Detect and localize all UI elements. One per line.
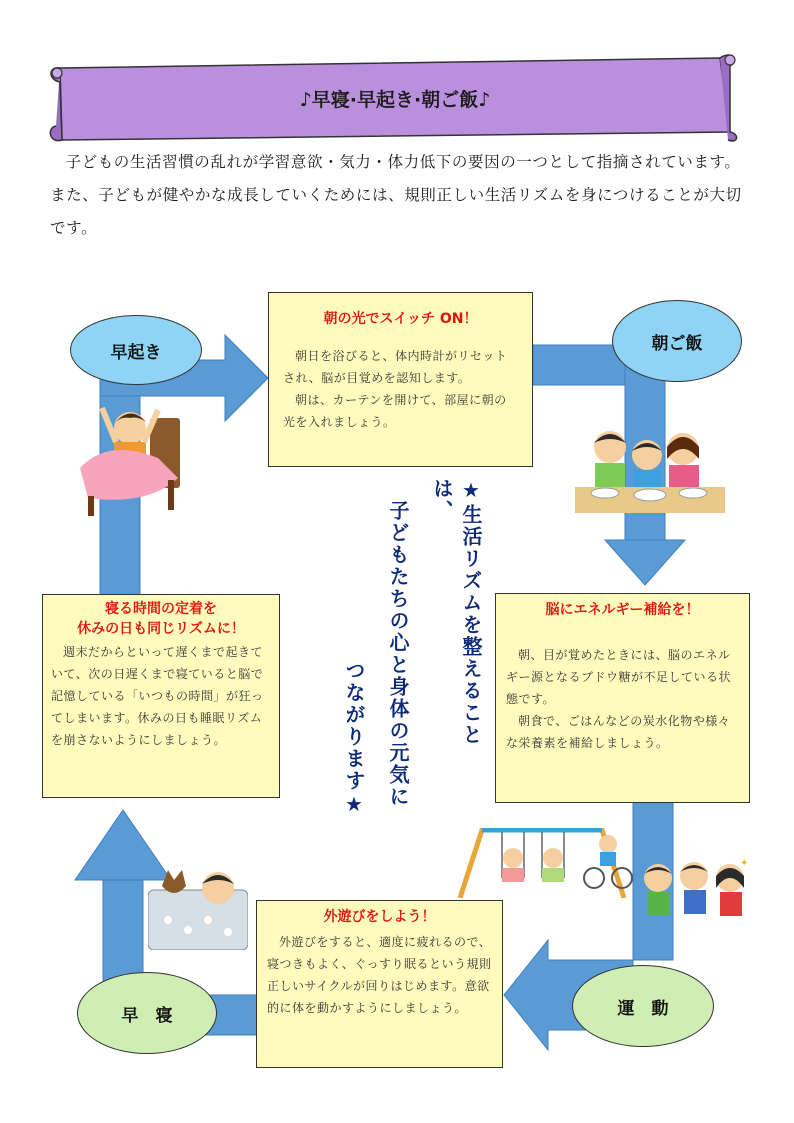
box-sleep-time	[42, 594, 280, 798]
box-morning-light-heading: 朝の光でスイッチ ON！	[323, 311, 478, 327]
box-sleep-time-heading-2: 休みの日も同じリズムに！	[77, 621, 245, 637]
box-outdoor-play-text: 外遊びをすると、適度に疲れるので、寝つきもよく、ぐっすり眠るという規則正しいサイクルが回りはじめます。意欲的に体を動かすようにしましょう。	[267, 935, 492, 1015]
waking-child-icon	[78, 398, 188, 523]
center-text-line-2: 子どもたちの心と身体の元気に	[386, 500, 410, 808]
center-text-line-3: つながります★	[342, 660, 366, 818]
box-brain-energy-heading: 脳にエネルギー補給を！	[545, 602, 700, 618]
node-hayaoki: 早起き	[70, 315, 202, 385]
bicycle-child-icon	[580, 832, 636, 892]
center-text-line-1: ★生活リズムを整えることは、	[430, 478, 483, 746]
page-title: ♪早寝·早起き·朝ご飯♪	[299, 88, 491, 111]
box-brain-energy	[495, 593, 750, 803]
box-brain-energy-text-2: 朝食で、ごはんなどの炭水化物や様々な栄養素を補給しましょう。	[506, 714, 731, 750]
box-morning-light-text-2: 朝は、カーテンを開けて、部屋に朝の光を入れましょう。	[283, 393, 507, 429]
box-morning-light-text-1: 朝日を浴びると、体内時計がリセットされ、脳が目覚めを認知します。	[283, 349, 508, 385]
sleeping-child-cat-icon	[148, 860, 248, 950]
running-children-icon	[636, 856, 754, 940]
box-brain-energy-text-1: 朝、目が覚めたときには、脳のエネルギー源となるブドウ糖が不足している状態です。	[506, 648, 732, 706]
box-sleep-time-heading-1: 寝る時間の定着を	[105, 601, 217, 617]
node-hayane: 早 寝	[77, 972, 217, 1054]
box-sleep-time-text: 週末だからといって遅くまで起きていて、次の日遅くまで寝ていると脳で記憶している「いつもの時間」が狂ってしまいます。休みの日も睡眠リズムを崩さないようにしましょう。	[51, 645, 264, 747]
svg-text:✦: ✦	[740, 858, 749, 869]
intro-paragraph: 子どもの生活習慣の乱れが学習意欲・気力・体力低下の要因の一つとして指摘されています。また、子どもが健やかな成長していくためには、規則正しい生活リズムを身につけることが大切です。	[50, 153, 742, 237]
box-outdoor-play-heading: 外遊びをしよう！	[323, 909, 436, 925]
box-outdoor-play	[256, 900, 503, 1068]
node-asagohan: 朝ご飯	[612, 300, 742, 382]
family-breakfast-icon	[575, 425, 725, 513]
node-undo: 運 動	[572, 965, 714, 1047]
box-morning-light	[268, 292, 533, 467]
